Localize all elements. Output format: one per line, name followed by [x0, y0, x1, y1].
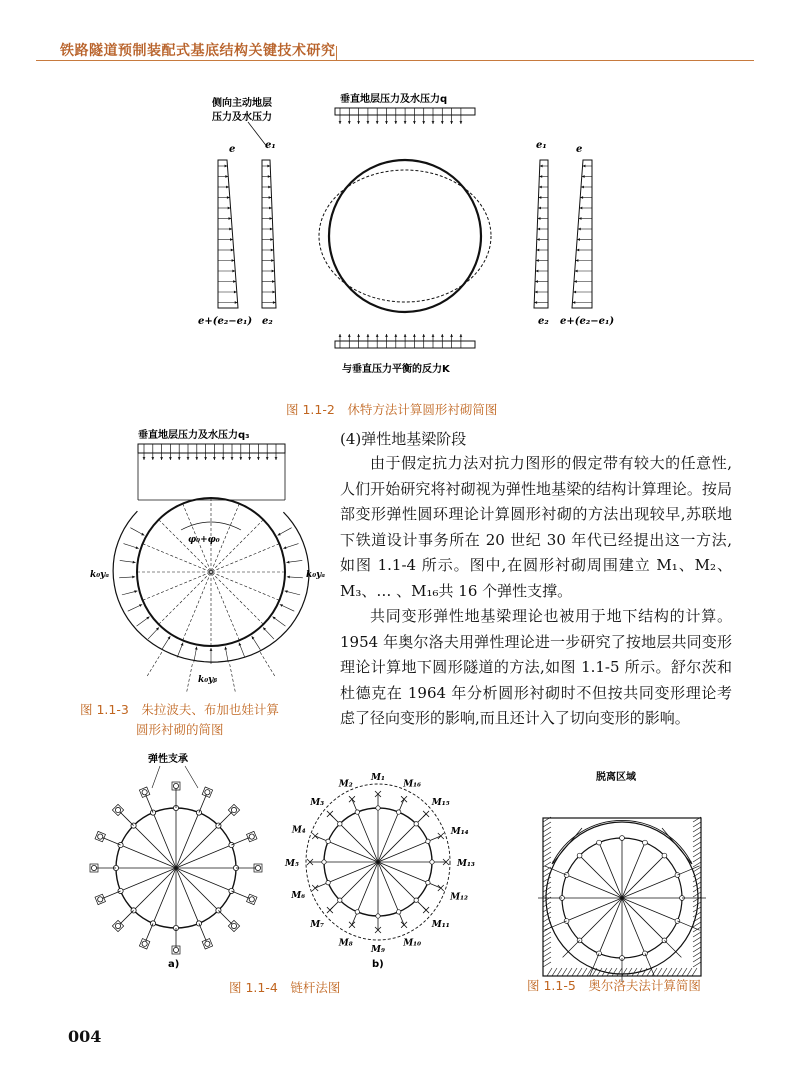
m-label: M₃ [310, 798, 325, 809]
label-lateral-1: 侧向主动地层 [212, 98, 272, 109]
page-number: 004 [68, 1027, 102, 1046]
svg-text:k₀yᵦ: k₀yᵦ [198, 675, 218, 685]
m-label: M₆ [291, 891, 306, 902]
running-header: 铁路隧道预制装配式基底结构关键技术研究 [60, 43, 336, 59]
m-label: M₄ [291, 825, 306, 836]
figure-1-1-5-caption: 图 1.1-5 奥尔洛夫法计算简图 [527, 978, 701, 993]
svg-text:e: e [576, 144, 583, 155]
paragraph-2: 共同变形弹性地基梁理论也被用于地下结构的计算。1954 年奥尔洛夫用弹性理论进一步研究了按地层共同变形理论计算地下圆形隧道的方法,如图 1.1-5 所示。舒尔茨和杜德克在 1964 年分析圆形衬砌时不但按共同变形理论考虑了径向变形的影响,而且还计入了切向变形的影响。 [340, 607, 732, 727]
m-label: M₉ [371, 945, 385, 955]
orlov-diagram [538, 817, 706, 982]
chain-bar-diagram-b [284, 773, 475, 955]
m-label: M₁₆ [403, 779, 422, 790]
svg-text:e+(e₂−e₁): e+(e₂−e₁) [198, 316, 253, 327]
angle-label: φ₀+φ₀ [188, 535, 220, 545]
m-label: M₁₄ [450, 826, 469, 837]
label-lateral-2: 压力及水压力 [212, 112, 272, 123]
figure-1-1-2-drawing [0, 0, 790, 420]
body-text [340, 427, 732, 732]
section-heading: (4)弹性地基梁阶段 [340, 430, 467, 448]
figure-1-1-2-caption: 图 1.1-2 休特方法计算圆形衬砌简图 [286, 402, 498, 417]
svg-text:e₂: e₂ [262, 316, 273, 327]
circular-lining [329, 160, 481, 312]
svg-text:e: e [229, 144, 236, 155]
label-vertical-pressure: 垂直地层压力及水压力q [340, 94, 448, 105]
lateral-pressure-diagrams [218, 160, 592, 308]
svg-text:e₁: e₁ [265, 140, 276, 151]
m-label: M₁₁ [431, 919, 450, 930]
svg-text:k₀yₐ: k₀yₐ [306, 570, 326, 580]
m-label: M₈ [338, 938, 353, 949]
m-label: M₁₃ [457, 859, 475, 869]
label-detach-zone: 脱离区域 [596, 772, 636, 783]
svg-text:e+(e₂−e₁): e+(e₂−e₁) [560, 316, 615, 327]
figure-1-1-4 [0, 740, 790, 1000]
m-label: M₇ [310, 919, 325, 930]
m-label: M₁₂ [450, 892, 469, 903]
label-elastic-support: 弹性支承 [148, 754, 188, 765]
figure-1-1-4-drawing [0, 740, 790, 1000]
subfigure-a-label: a) [168, 959, 180, 970]
figure-1-1-3-caption-2: 圆形衬砌的简图 [136, 722, 224, 737]
svg-text:e₁: e₁ [536, 140, 547, 151]
label-top-pressure: 垂直地层压力及水压力q₃ [138, 430, 250, 441]
figure-1-1-2 [0, 0, 790, 420]
subfigure-b-label: b) [372, 959, 384, 970]
m-label: M₂ [338, 779, 353, 790]
figure-1-1-3 [80, 420, 340, 740]
m-label: M₅ [285, 859, 299, 869]
chain-bar-diagram-a [90, 766, 262, 954]
svg-text:e₂: e₂ [538, 316, 549, 327]
figure-1-1-3-caption-1: 图 1.1-3 朱拉波夫、布加也娃计算 [80, 702, 279, 717]
figure-1-1-4-caption: 图 1.1-4 链杆法图 [229, 980, 341, 995]
m-label: M₁ [371, 773, 385, 783]
m-label: M₁₅ [431, 798, 450, 809]
figure-1-1-3-drawing [80, 420, 340, 740]
vertical-load-arrows [339, 108, 463, 124]
label-reaction: 与垂直压力平衡的反力K [342, 364, 450, 375]
svg-text:k₀yₐ: k₀yₐ [90, 570, 110, 580]
paragraph-1: 由于假定抗力法对抗力图形的假定带有较大的任意性,人们开始研究将衬砌视为弹性地基梁的结构计算理论。按局部变形弹性圆环理论计算圆形衬砌的方法出现较早,苏联地下铁道设计事务所在 20 世纪 30 年代已经提出这一方法,如图 1.1-4 所示。图中,在圆形衬砌周围建立 M₁、M₂、M₃、… 、M₁₆共 16 个弹性支撑。 [340, 454, 732, 600]
m-label: M₁₀ [403, 938, 422, 949]
